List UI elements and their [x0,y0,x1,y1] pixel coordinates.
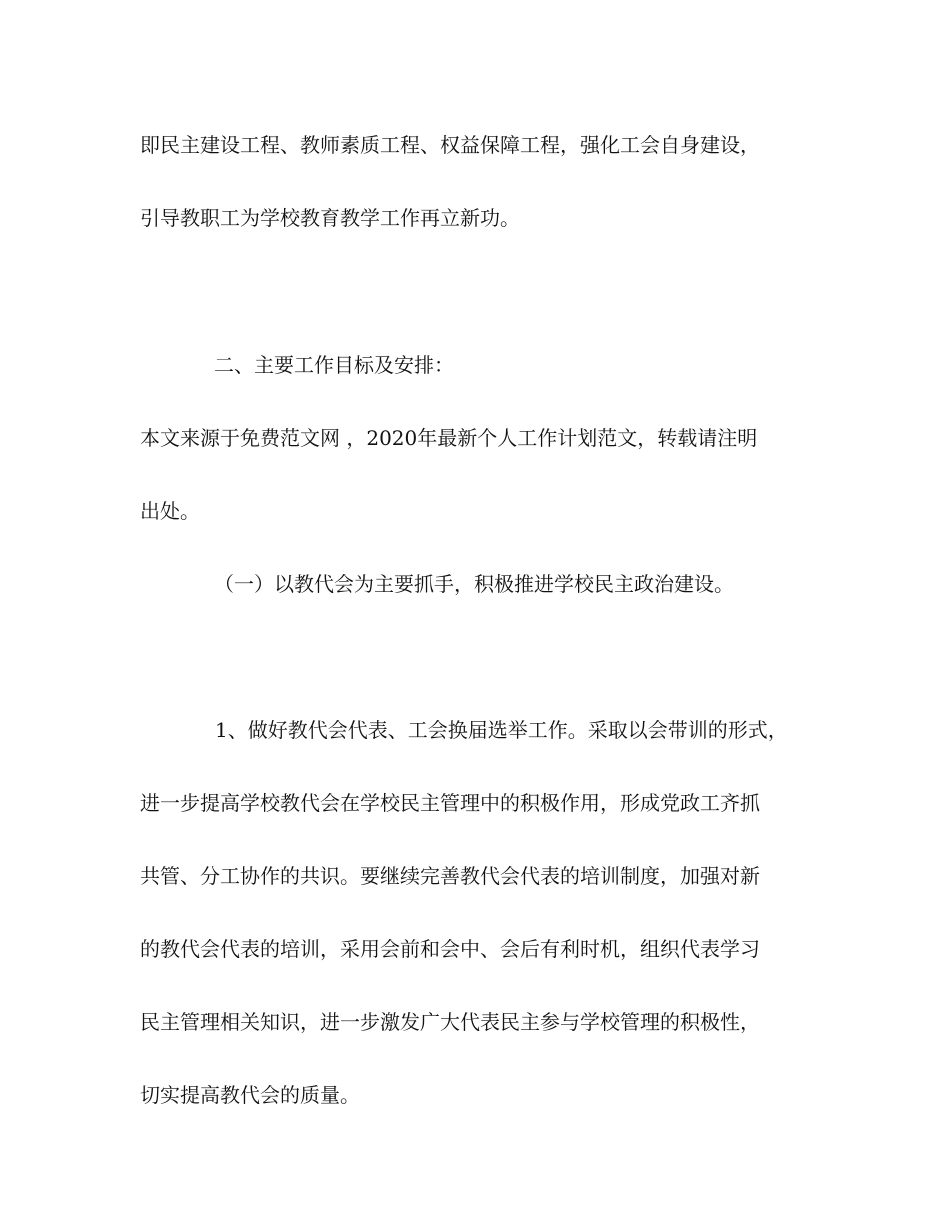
source-note-line: 本文来源于免费范文网 ，2020年最新个人工作计划范文，转载请注明 [140,426,758,450]
source-note-line: 出处。 [140,499,200,523]
item-line: 进一步提高学校教代会在学校民主管理中的积极作用，形成党政工齐抓 [140,791,760,815]
paragraph-line: 即民主建设工程、教师素质工程、权益保障工程，强化工会自身建设， [140,133,760,157]
subsection-heading: （一）以教代会为主要抓手，积极推进学校民主政治建设。 [214,572,734,596]
section-heading: 二、主要工作目标及安排： [214,353,454,377]
item-line: 切实提高教代会的质量。 [140,1083,360,1107]
item-line: 民主管理相关知识，进一步激发广大代表民主参与学校管理的积极性， [140,1010,760,1034]
item-line: 共管、分工协作的共识。要继续完善教代会代表的培训制度，加强对新 [140,864,760,888]
item-line: 的教代会代表的培训，采用会前和会中、会后有利时机，组织代表学习 [140,937,760,961]
item-line: 1、做好教代会代表、工会换届选举工作。采取以会带训的形式， [215,718,788,742]
paragraph-line: 引导教职工为学校教育教学工作再立新功。 [140,206,520,230]
